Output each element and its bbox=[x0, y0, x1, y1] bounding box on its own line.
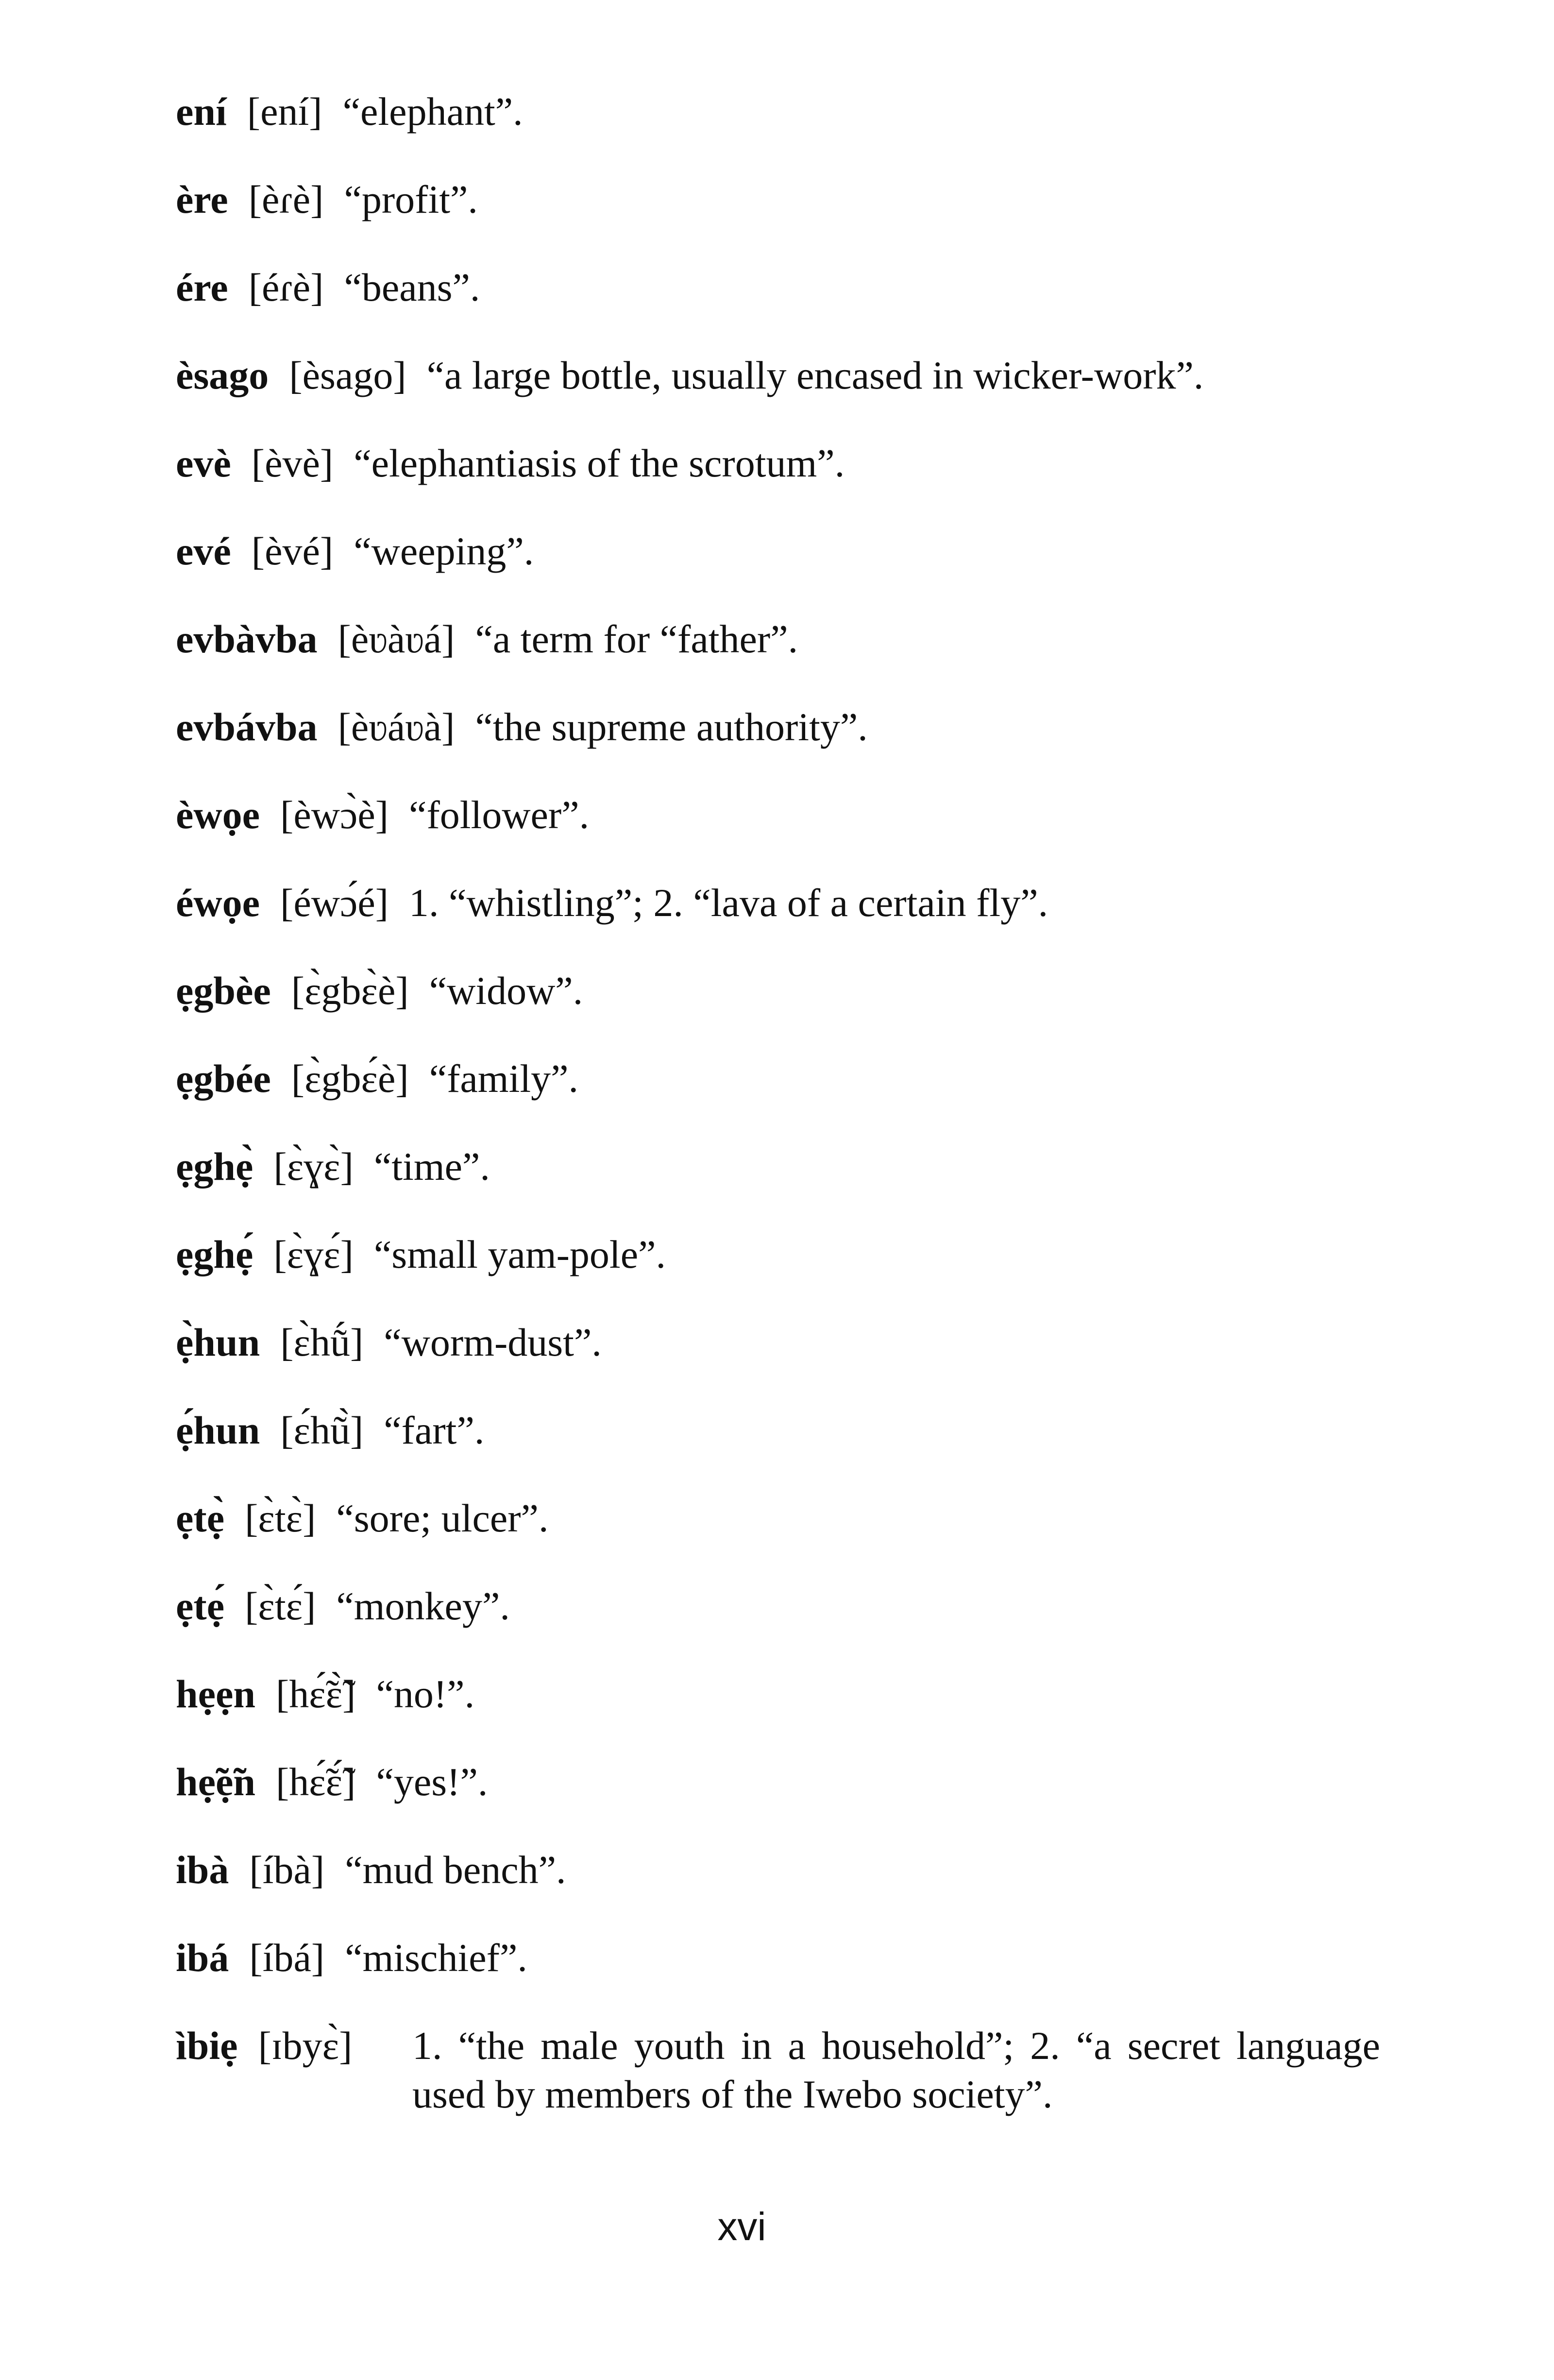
headword: ẹgbée bbox=[176, 1056, 271, 1101]
list-item bbox=[176, 1230, 1380, 1318]
pronunciation: [ɛ̀ɣɛ̀] bbox=[273, 1144, 354, 1189]
gloss: “elephantiasis of the scrotum”. bbox=[354, 441, 845, 485]
headword: ẹ́hun bbox=[176, 1408, 260, 1452]
pronunciation: [éwɔ́é] bbox=[280, 881, 389, 925]
list-item bbox=[176, 967, 1380, 1054]
headword: éwọe bbox=[176, 881, 260, 925]
headword: hẹẹn bbox=[176, 1672, 255, 1716]
pronunciation: [èʋàʋá] bbox=[338, 617, 455, 661]
headword: ibà bbox=[176, 1848, 229, 1892]
gloss: “no!”. bbox=[376, 1672, 475, 1716]
pronunciation: [ɛ̀gbɛ́è] bbox=[291, 1056, 409, 1101]
list-item bbox=[176, 1318, 1380, 1406]
pronunciation: [ɛ̀tɛ̀] bbox=[245, 1496, 316, 1540]
list-item bbox=[176, 1934, 1380, 2022]
headword: evbàvba bbox=[176, 617, 318, 661]
list-item bbox=[176, 1846, 1380, 1934]
headword: ẹtẹ̀ bbox=[176, 1496, 225, 1540]
list-item bbox=[176, 1582, 1380, 1670]
page-number: xvi bbox=[717, 2205, 766, 2249]
pronunciation: [hɛ̃́ɛ̃̀] bbox=[276, 1672, 356, 1716]
gloss: “yes!”. bbox=[376, 1760, 488, 1804]
list-item bbox=[176, 263, 1380, 351]
headword: èwọe bbox=[176, 793, 260, 837]
headword: ìbiẹ bbox=[176, 2023, 238, 2068]
headword: ère bbox=[176, 177, 228, 221]
gloss: 1. “the male youth in a household”; 2. “a secret language used by members of the Iwebo society”. bbox=[412, 2023, 1380, 2116]
pronunciation: [èsago] bbox=[289, 353, 406, 397]
headword: ẹgbèe bbox=[176, 969, 271, 1013]
entry-list bbox=[176, 87, 1380, 2119]
gloss: “mischief”. bbox=[345, 1936, 527, 1980]
list-item bbox=[176, 791, 1380, 879]
headword: evé bbox=[176, 529, 231, 573]
pronunciation: [èʋáʋà] bbox=[338, 705, 455, 749]
headword: ére bbox=[176, 265, 228, 309]
headword: ẹtẹ́ bbox=[176, 1584, 225, 1628]
gloss: “a term for “father”. bbox=[475, 617, 798, 661]
gloss: “time”. bbox=[373, 1144, 490, 1189]
headword: ẹghẹ̀ bbox=[176, 1144, 253, 1189]
list-item bbox=[176, 879, 1380, 967]
pronunciation: [èwɔ̀è] bbox=[280, 793, 389, 837]
pronunciation: [ɛ́hũ̀] bbox=[280, 1408, 364, 1452]
gloss: “worm-dust”. bbox=[384, 1320, 602, 1364]
list-item bbox=[176, 351, 1380, 439]
list-item bbox=[176, 527, 1380, 615]
list-item bbox=[176, 439, 1380, 527]
pronunciation: [éɾè] bbox=[248, 265, 324, 309]
gloss: “elephant”. bbox=[342, 89, 523, 134]
gloss: 1. “whistling”; 2. “lava of a certain fly”. bbox=[409, 881, 1048, 925]
list-item bbox=[176, 175, 1380, 263]
gloss: “profit”. bbox=[344, 177, 478, 221]
gloss: “widow”. bbox=[429, 969, 583, 1013]
pronunciation: [ɪbyɛ̀] bbox=[258, 2023, 353, 2068]
list-item bbox=[176, 2022, 1380, 2119]
list-item bbox=[176, 703, 1380, 791]
gloss: “small yam-pole”. bbox=[373, 1232, 666, 1276]
list-item bbox=[176, 1406, 1380, 1494]
pronunciation: [èɾè] bbox=[248, 177, 324, 221]
list-item bbox=[176, 1758, 1380, 1846]
headword: evbávba bbox=[176, 705, 318, 749]
list-item bbox=[176, 615, 1380, 703]
entry-head bbox=[176, 2022, 372, 2070]
headword: ẹ̀hun bbox=[176, 1320, 260, 1364]
list-item bbox=[176, 87, 1380, 175]
gloss: “sore; ulcer”. bbox=[336, 1496, 549, 1540]
headword: èsago bbox=[176, 353, 269, 397]
gloss: “a large bottle, usually encased in wicker-work”. bbox=[426, 353, 1204, 397]
list-item bbox=[176, 1494, 1380, 1582]
gloss: “follower”. bbox=[409, 793, 590, 837]
pronunciation: [èvè] bbox=[251, 441, 334, 485]
pronunciation: [íbá] bbox=[249, 1936, 325, 1980]
list-item bbox=[176, 1142, 1380, 1230]
gloss: “mud bench”. bbox=[345, 1848, 566, 1892]
headword: ení bbox=[176, 89, 227, 134]
gloss: “the supreme authority”. bbox=[475, 705, 868, 749]
pronunciation: [ɛ̀ɣɛ́] bbox=[273, 1232, 354, 1276]
gloss: “monkey”. bbox=[336, 1584, 510, 1628]
gloss: “weeping”. bbox=[354, 529, 534, 573]
pronunciation: [ɛ̀gbɛ̀è] bbox=[291, 969, 409, 1013]
pronunciation: [íbà] bbox=[249, 1848, 325, 1892]
gloss: “beans”. bbox=[344, 265, 480, 309]
pronunciation: [èvé] bbox=[251, 529, 334, 573]
pronunciation: [hɛ̃́ɛ̃́] bbox=[276, 1760, 356, 1804]
list-item bbox=[176, 1670, 1380, 1758]
pronunciation: [ení] bbox=[247, 89, 322, 134]
pronunciation: [ɛ̀tɛ́] bbox=[245, 1584, 316, 1628]
pronunciation: [ɛ̀hṹ] bbox=[280, 1320, 364, 1364]
list-item bbox=[176, 1054, 1380, 1142]
headword: evè bbox=[176, 441, 231, 485]
gloss: “family”. bbox=[429, 1056, 579, 1101]
headword: hẹ̃ẹ̃n bbox=[176, 1760, 255, 1804]
headword: ẹghẹ́ bbox=[176, 1232, 253, 1276]
headword: ibá bbox=[176, 1936, 229, 1980]
gloss: “fart”. bbox=[384, 1408, 485, 1452]
